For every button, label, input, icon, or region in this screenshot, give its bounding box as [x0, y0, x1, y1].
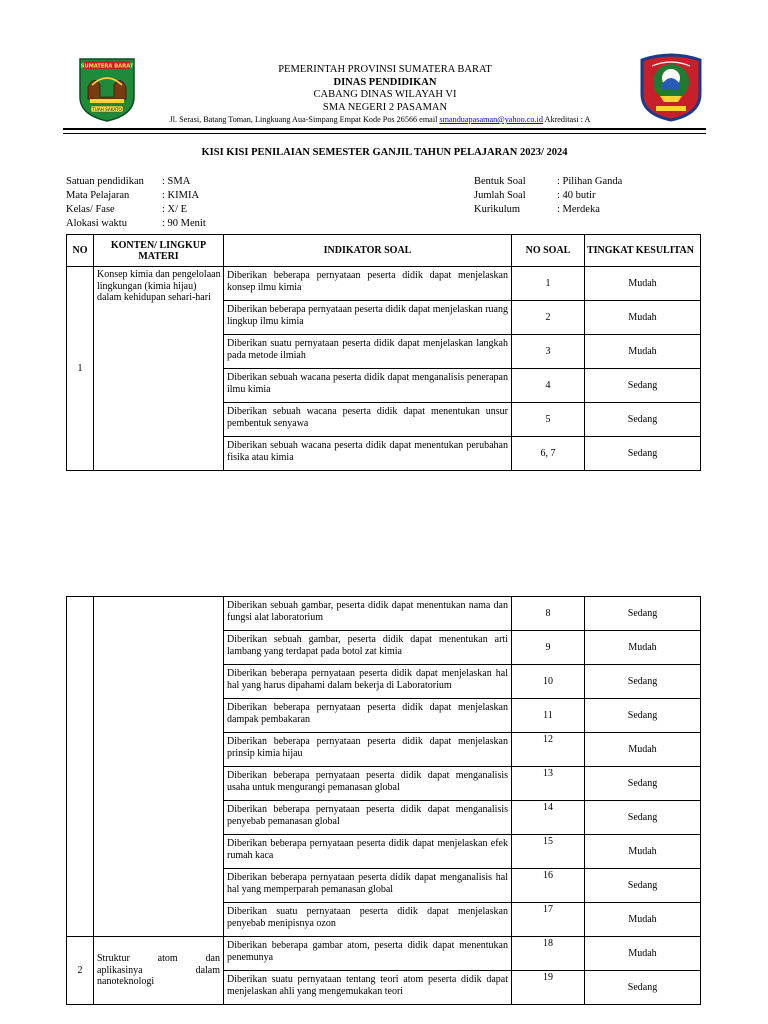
indikator-cell: Diberikan beberapa pernyataan peserta didik dapat menjelaskan prinsip kimia hijau: [224, 733, 512, 767]
indikator-cell: Diberikan suatu pernyataan peserta didik dapat menjelaskan langkah pada metode ilmiah: [224, 335, 512, 369]
section-number: 2: [67, 937, 94, 1005]
no-soal-cell: 14: [512, 801, 585, 835]
tingkat-cell: Mudah: [585, 903, 701, 937]
meta-right: [474, 175, 622, 217]
letterhead-branch: CABANG DINAS WILAYAH VI: [313, 89, 457, 100]
tingkat-cell: Sedang: [585, 437, 701, 471]
tingkat-cell: Mudah: [585, 835, 701, 869]
indikator-cell: Diberikan sebuah wacana peserta didik dapat menentukan unsur pembentuk senyawa: [224, 403, 512, 437]
indikator-cell: Diberikan suatu pernyataan peserta didik dapat menjelaskan penyebab menipisnya ozon: [224, 903, 512, 937]
no-soal-cell: 16: [512, 869, 585, 903]
header-tingkat: TINGKAT KESULITAN: [585, 235, 701, 267]
email-link[interactable]: smanduapasaman@yahoo.co.id: [439, 115, 543, 124]
section-number: 1: [67, 267, 94, 471]
no-soal-cell: 4: [512, 369, 585, 403]
indikator-cell: Diberikan sebuah gambar, peserta didik dapat menentukan nama dan fungsi alat laboratorium: [224, 597, 512, 631]
letterhead-school: SMA NEGERI 2 PASAMAN: [322, 101, 448, 113]
table-header-row: [67, 235, 701, 267]
tingkat-cell: Mudah: [585, 335, 701, 369]
indikator-cell: Diberikan beberapa pernyataan peserta didik dapat menganalisis hal hal yang memperparah pemanasan global: [224, 869, 512, 903]
tingkat-cell: Sedang: [585, 597, 701, 631]
indikator-cell: Diberikan beberapa pernyataan peserta didik dapat menganalisis penyebab pemanasan global: [224, 801, 512, 835]
no-soal-cell: 15: [512, 835, 585, 869]
letterhead-rule-thin: [63, 133, 706, 134]
no-soal-cell: 1: [512, 267, 585, 301]
meta-left: [66, 175, 206, 231]
no-soal-cell: 18: [512, 937, 585, 971]
sumatera-barat-emblem-icon: [78, 57, 136, 123]
no-soal-cell: 8: [512, 597, 585, 631]
letterhead: [150, 64, 620, 125]
no-soal-cell: 3: [512, 335, 585, 369]
header-no: NO: [67, 235, 94, 267]
indikator-cell: Diberikan beberapa pernyataan peserta didik dapat menjelaskan konsep ilmu kimia: [224, 267, 512, 301]
indikator-cell: Diberikan beberapa pernyataan peserta didik dapat menjelaskan dampak pembakaran: [224, 699, 512, 733]
header-konten: KONTEN/ LINGKUP MATERI: [94, 235, 224, 267]
letterhead-address: Jl. Serasi, Batang Toman, Lingkuang Aua-Simpang Empat Kode Pos 26566 email smanduapasaman@yahoo.co.id Akreditasi : A: [169, 115, 591, 124]
tingkat-cell: Sedang: [585, 801, 701, 835]
tingkat-cell: Sedang: [585, 665, 701, 699]
tingkat-cell: Sedang: [585, 699, 701, 733]
indikator-cell: Diberikan beberapa pernyataan peserta didik dapat menjelaskan ruang lingkup ilmu kimia: [224, 301, 512, 335]
tingkat-cell: Mudah: [585, 631, 701, 665]
tingkat-cell: Mudah: [585, 267, 701, 301]
no-soal-cell: 5: [512, 403, 585, 437]
meta-row: Satuan pendidikan : SMA: [66, 176, 191, 187]
tingkat-cell: Sedang: [585, 403, 701, 437]
document-title: KISI KISI PENILAIAN SEMESTER GANJIL TAHUN PELAJARAN 2023/ 2024: [201, 147, 568, 158]
meta-row: Jumlah Soal : 40 butir: [474, 190, 596, 201]
kisi-table-page2: [66, 596, 701, 1005]
tingkat-cell: Sedang: [585, 869, 701, 903]
svg-text:SUMATERA BARAT: SUMATERA BARAT: [80, 63, 134, 70]
letterhead-government: PEMERINTAH PROVINSI SUMATERA BARAT: [278, 64, 492, 75]
header-no-soal: NO SOAL: [512, 235, 585, 267]
indikator-cell: Diberikan beberapa pernyataan peserta didik dapat menganalisis usaha untuk mengurangi pemanasan global: [224, 767, 512, 801]
section-number-empty: [67, 597, 94, 937]
indikator-cell: Diberikan beberapa gambar atom, peserta didik dapat menentukan penemunya: [224, 937, 512, 971]
tingkat-cell: Sedang: [585, 971, 701, 1005]
no-soal-cell: 6, 7: [512, 437, 585, 471]
letterhead-rule-thick: [63, 128, 706, 130]
tingkat-cell: Sedang: [585, 369, 701, 403]
meta-row: Kelas/ Fase : X/ E: [66, 204, 188, 215]
section-konten: Struktur atom dan aplikasinya dalam nanoteknologi: [94, 937, 224, 1005]
meta-row: Bentuk Soal : Pilihan Ganda: [474, 176, 623, 187]
table-row: [67, 937, 701, 971]
no-soal-cell: 10: [512, 665, 585, 699]
section-konten: Konsep kimia dan pengelolaan lingkungan (kimia hijau) dalam kehidupan sehari-hari: [94, 267, 224, 471]
no-soal-cell: 19: [512, 971, 585, 1005]
indikator-cell: Diberikan beberapa pernyataan peserta didik dapat menjelaskan efek rumah kaca: [224, 835, 512, 869]
kisi-table-page1: [66, 234, 701, 471]
tingkat-cell: Mudah: [585, 733, 701, 767]
no-soal-cell: 12: [512, 733, 585, 767]
pasaman-regency-emblem-icon: [638, 52, 704, 122]
no-soal-cell: 9: [512, 631, 585, 665]
no-soal-cell: 11: [512, 699, 585, 733]
letterhead-department: DINAS PENDIDIKAN: [333, 76, 437, 88]
tingkat-cell: Sedang: [585, 767, 701, 801]
svg-text:TUAH SAKATO: TUAH SAKATO: [92, 106, 122, 112]
table-row: [67, 267, 701, 301]
no-soal-cell: 13: [512, 767, 585, 801]
table-row: [67, 597, 701, 631]
indikator-cell: Diberikan suatu pernyataan tentang teori atom peserta didik dapat menjelaskan ahli yang mengemukakan teori: [224, 971, 512, 1005]
indikator-cell: Diberikan sebuah gambar, peserta didik dapat menentukan arti lambang yang terdapat pada botol zat kimia: [224, 631, 512, 665]
indikator-cell: Diberikan sebuah wacana peserta didik dapat menganalisis penerapan ilmu kimia: [224, 369, 512, 403]
section-konten-empty: [94, 597, 224, 937]
tingkat-cell: Mudah: [585, 301, 701, 335]
indikator-cell: Diberikan sebuah wacana peserta didik dapat menentukan perubahan fisika atau kimia: [224, 437, 512, 471]
tingkat-cell: Mudah: [585, 937, 701, 971]
meta-row: Kurikulum : Merdeka: [474, 204, 600, 215]
indikator-cell: Diberikan beberapa pernyataan peserta didik dapat menjelaskan hal hal yang harus dipahami dalam bekerja di Laboratorium: [224, 665, 512, 699]
meta-row: Alokasi waktu : 90 Menit: [66, 218, 206, 229]
header-indikator: INDIKATOR SOAL: [224, 235, 512, 267]
no-soal-cell: 2: [512, 301, 585, 335]
meta-row: Mata Pelajaran : KIMIA: [66, 190, 200, 201]
no-soal-cell: 17: [512, 903, 585, 937]
